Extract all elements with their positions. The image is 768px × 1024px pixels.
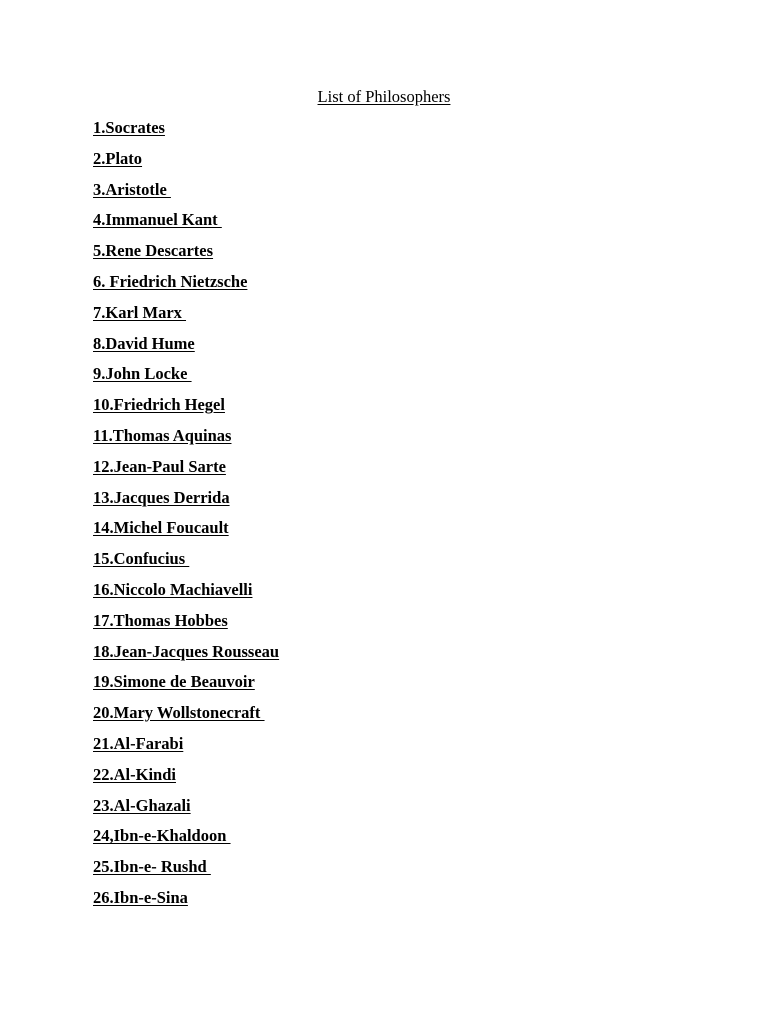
list-item: 21.Al-Farabi (93, 733, 184, 753)
list-item: 25.Ibn-e- Rushd (93, 857, 211, 877)
list-item: 6. Friedrich Nietzsche (93, 271, 248, 291)
list-item: 20.Mary Wollstonecraft (93, 703, 265, 723)
list-item: 19.Simone de Beauvoir (93, 672, 255, 692)
list-item: 3.Aristotle (93, 179, 171, 199)
list-item: 14.Michel Foucault (93, 518, 229, 538)
page-title: List of Philosophers (317, 87, 451, 106)
list-item: 18.Jean-Jacques Rousseau (93, 641, 280, 661)
list-item: 2.Plato (93, 148, 143, 168)
list-item: 26.Ibn-e-Sina (93, 887, 188, 907)
list-item: 13.Jacques Derrida (93, 487, 230, 507)
philosopher-list (93, 118, 279, 919)
list-item: 7.Karl Marx (93, 302, 187, 322)
list-item: 16.Niccolo Machiavelli (93, 579, 253, 599)
list-item: 8.David Hume (93, 333, 195, 353)
list-item: 23.Al-Ghazali (93, 795, 191, 815)
list-item: 22.Al-Kindi (93, 764, 176, 784)
list-item: 5.Rene Descartes (93, 241, 214, 261)
list-item: 9.John Locke (93, 364, 192, 384)
list-item: 4.Immanuel Kant (93, 210, 222, 230)
list-item: 17.Thomas Hobbes (93, 610, 228, 630)
list-item: 10.Friedrich Hegel (93, 395, 225, 415)
list-item: 11.Thomas Aquinas (93, 425, 232, 445)
list-item: 1.Socrates (93, 118, 165, 137)
list-item: 15.Confucius (93, 549, 190, 569)
list-item: 24,Ibn-e-Khaldoon (93, 826, 231, 846)
list-item: 12.Jean-Paul Sarte (93, 456, 226, 476)
